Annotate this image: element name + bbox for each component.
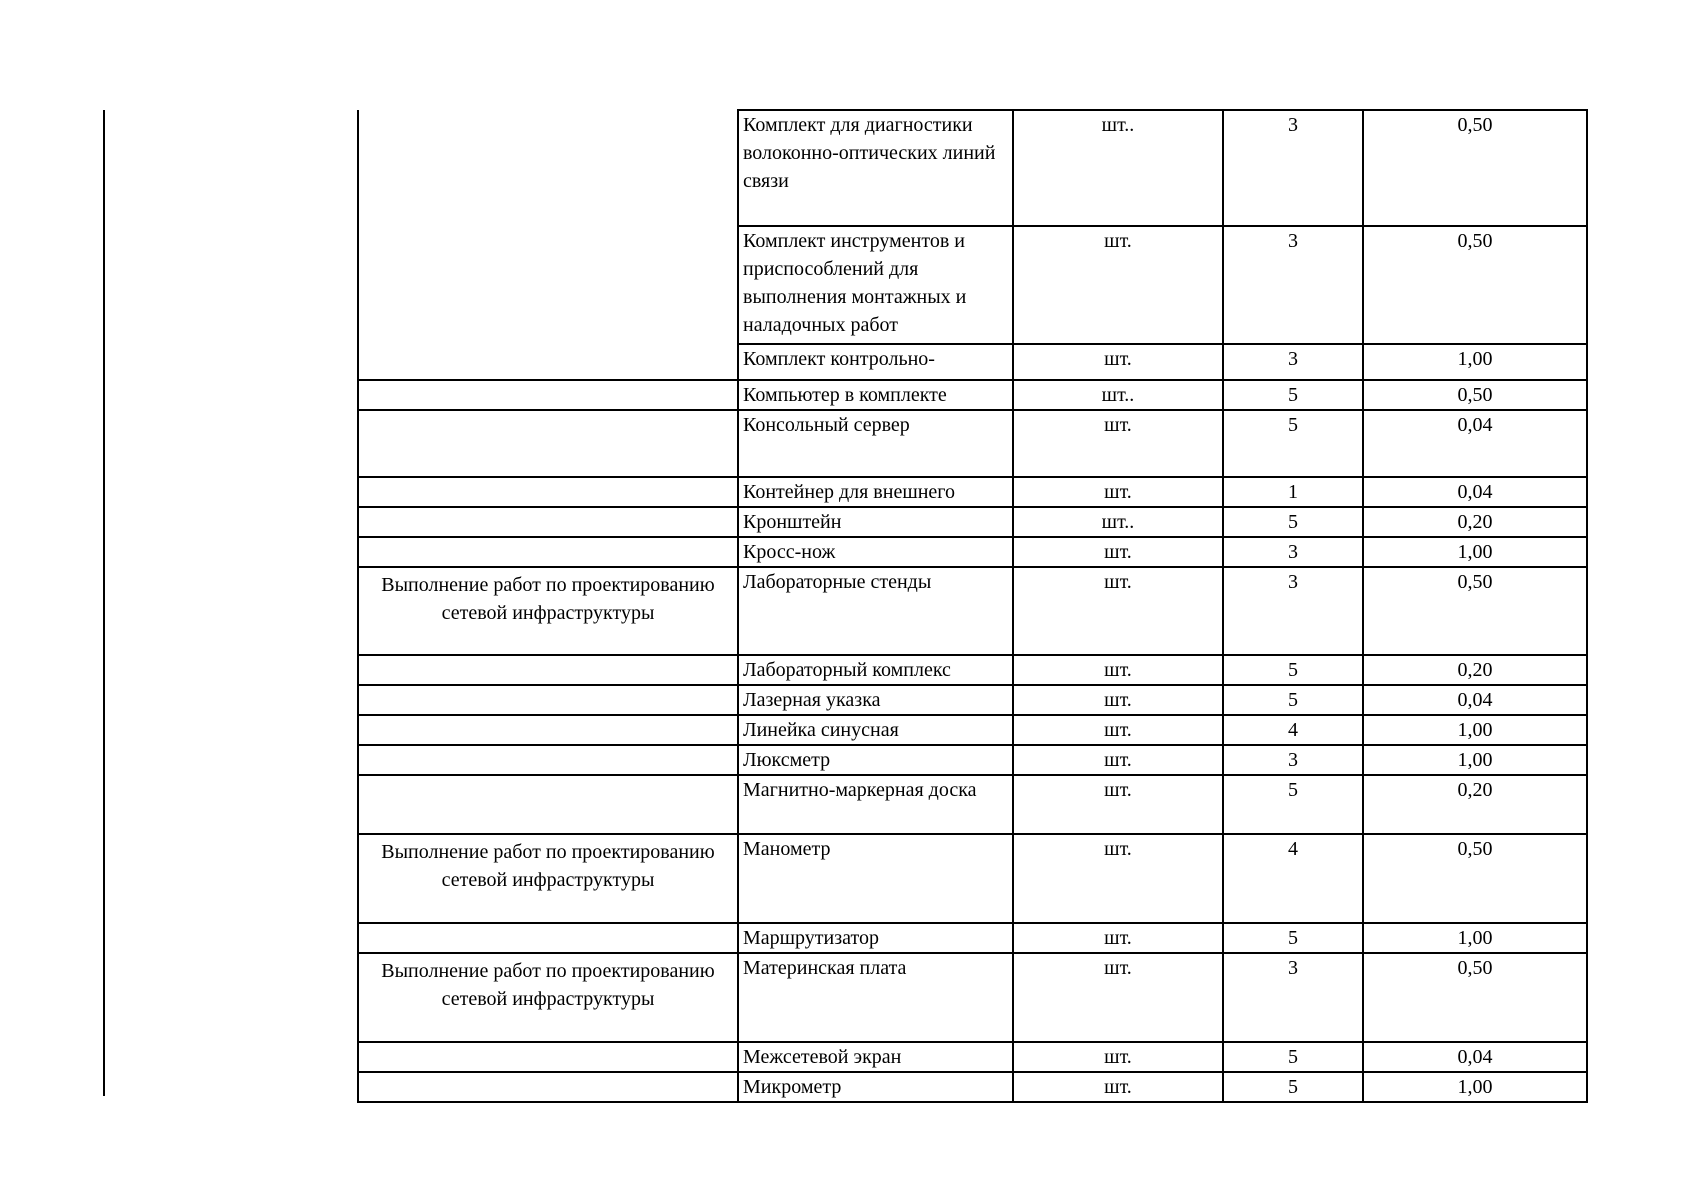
item-name-cell: Маршрутизатор: [738, 923, 1013, 953]
value-cell: 1,00: [1363, 745, 1587, 775]
unit-cell: шт..: [1013, 110, 1223, 226]
item-name-cell: Лабораторный комплекс: [738, 655, 1013, 685]
quantity-cell: 4: [1223, 834, 1363, 923]
work-cell: [358, 1042, 738, 1072]
unit-cell: шт.: [1013, 834, 1223, 923]
unit-cell: шт.: [1013, 537, 1223, 567]
value-cell: 1,00: [1363, 344, 1587, 380]
work-cell: [358, 507, 738, 537]
table-row: [358, 380, 1587, 410]
work-cell: [358, 715, 738, 745]
quantity-cell: 5: [1223, 410, 1363, 477]
unit-cell: шт..: [1013, 380, 1223, 410]
unit-cell: шт.: [1013, 226, 1223, 344]
unit-cell: шт.: [1013, 953, 1223, 1042]
value-cell: 0,50: [1363, 226, 1587, 344]
work-cell: [358, 380, 738, 410]
item-name-cell: Контейнер для внешнего: [738, 477, 1013, 507]
unit-cell: шт.: [1013, 1042, 1223, 1072]
item-name-cell: Магнитно-маркерная доска: [738, 775, 1013, 834]
table-row: [358, 655, 1587, 685]
unit-cell: шт.: [1013, 477, 1223, 507]
unit-cell: шт.: [1013, 775, 1223, 834]
table-row: [358, 775, 1587, 834]
unit-cell: шт.: [1013, 923, 1223, 953]
table-row: [358, 953, 1587, 1042]
table-row: [358, 507, 1587, 537]
quantity-cell: 4: [1223, 715, 1363, 745]
item-name-cell: Межсетевой экран: [738, 1042, 1013, 1072]
table-row: [358, 410, 1587, 477]
table-row: [358, 477, 1587, 507]
item-name-cell: Лабораторные стенды: [738, 567, 1013, 655]
value-cell: 0,20: [1363, 655, 1587, 685]
item-name-cell: Люксметр: [738, 745, 1013, 775]
value-cell: 1,00: [1363, 923, 1587, 953]
unit-cell: шт.: [1013, 410, 1223, 477]
value-cell: 0,20: [1363, 775, 1587, 834]
work-cell: Выполнение работ по проектированию сетевой инфраструктуры: [358, 834, 738, 923]
table-row: [358, 1072, 1587, 1102]
quantity-cell: 5: [1223, 380, 1363, 410]
table-row: [358, 715, 1587, 745]
item-name-cell: Линейка синусная: [738, 715, 1013, 745]
item-name-cell: Консольный сервер: [738, 410, 1013, 477]
value-cell: 0,04: [1363, 410, 1587, 477]
quantity-cell: 1: [1223, 477, 1363, 507]
item-name-cell: Материнская плата: [738, 953, 1013, 1042]
work-cell: [358, 537, 738, 567]
work-cell: [358, 775, 738, 834]
quantity-cell: 3: [1223, 745, 1363, 775]
unit-cell: шт.: [1013, 715, 1223, 745]
table-row: [358, 745, 1587, 775]
unit-cell: шт..: [1013, 507, 1223, 537]
item-name-cell: Комплект контрольно-: [738, 344, 1013, 380]
value-cell: 0,04: [1363, 477, 1587, 507]
table-row: [358, 834, 1587, 923]
table-row: [358, 685, 1587, 715]
quantity-cell: 3: [1223, 953, 1363, 1042]
value-cell: 0,20: [1363, 507, 1587, 537]
work-cell: Выполнение работ по проектированию сетевой инфраструктуры: [358, 953, 738, 1042]
unit-cell: шт.: [1013, 745, 1223, 775]
table-row: [358, 567, 1587, 655]
unit-cell: шт.: [1013, 344, 1223, 380]
work-cell: [358, 1072, 738, 1102]
unit-cell: шт.: [1013, 1072, 1223, 1102]
unit-cell: шт.: [1013, 567, 1223, 655]
item-name-cell: Манометр: [738, 834, 1013, 923]
value-cell: 0,04: [1363, 1042, 1587, 1072]
left-margin-rule: [103, 110, 105, 1096]
quantity-cell: 5: [1223, 1042, 1363, 1072]
value-cell: 1,00: [1363, 537, 1587, 567]
equipment-table: [357, 109, 1588, 1103]
value-cell: 0,50: [1363, 380, 1587, 410]
table-row: [358, 1042, 1587, 1072]
work-cell: [358, 477, 738, 507]
item-name-cell: Кросс-нож: [738, 537, 1013, 567]
item-name-cell: Микрометр: [738, 1072, 1013, 1102]
value-cell: 0,50: [1363, 567, 1587, 655]
table-row: [358, 110, 1587, 226]
quantity-cell: 5: [1223, 775, 1363, 834]
work-cell: [358, 410, 738, 477]
value-cell: 0,04: [1363, 685, 1587, 715]
value-cell: 0,50: [1363, 834, 1587, 923]
work-cell: [358, 110, 738, 380]
item-name-cell: Комплект для диагностики волоконно-оптических линий связи: [738, 110, 1013, 226]
value-cell: 0,50: [1363, 110, 1587, 226]
table-row: [358, 537, 1587, 567]
quantity-cell: 5: [1223, 685, 1363, 715]
quantity-cell: 5: [1223, 1072, 1363, 1102]
value-cell: 1,00: [1363, 715, 1587, 745]
work-cell: [358, 655, 738, 685]
unit-cell: шт.: [1013, 655, 1223, 685]
quantity-cell: 5: [1223, 923, 1363, 953]
work-cell: [358, 745, 738, 775]
item-name-cell: Лазерная указка: [738, 685, 1013, 715]
quantity-cell: 3: [1223, 537, 1363, 567]
item-name-cell: Кронштейн: [738, 507, 1013, 537]
table-row: [358, 923, 1587, 953]
quantity-cell: 5: [1223, 655, 1363, 685]
unit-cell: шт.: [1013, 685, 1223, 715]
quantity-cell: 3: [1223, 226, 1363, 344]
work-cell: [358, 685, 738, 715]
work-cell: [358, 923, 738, 953]
quantity-cell: 3: [1223, 344, 1363, 380]
work-cell: Выполнение работ по проектированию сетевой инфраструктуры: [358, 567, 738, 655]
quantity-cell: 3: [1223, 567, 1363, 655]
item-name-cell: Комплект инструментов и приспособлений для выполнения монтажных и наладочных работ: [738, 226, 1013, 344]
value-cell: 0,50: [1363, 953, 1587, 1042]
quantity-cell: 3: [1223, 110, 1363, 226]
quantity-cell: 5: [1223, 507, 1363, 537]
equipment-table-container: [357, 109, 1588, 1103]
item-name-cell: Компьютер в комплекте: [738, 380, 1013, 410]
value-cell: 1,00: [1363, 1072, 1587, 1102]
